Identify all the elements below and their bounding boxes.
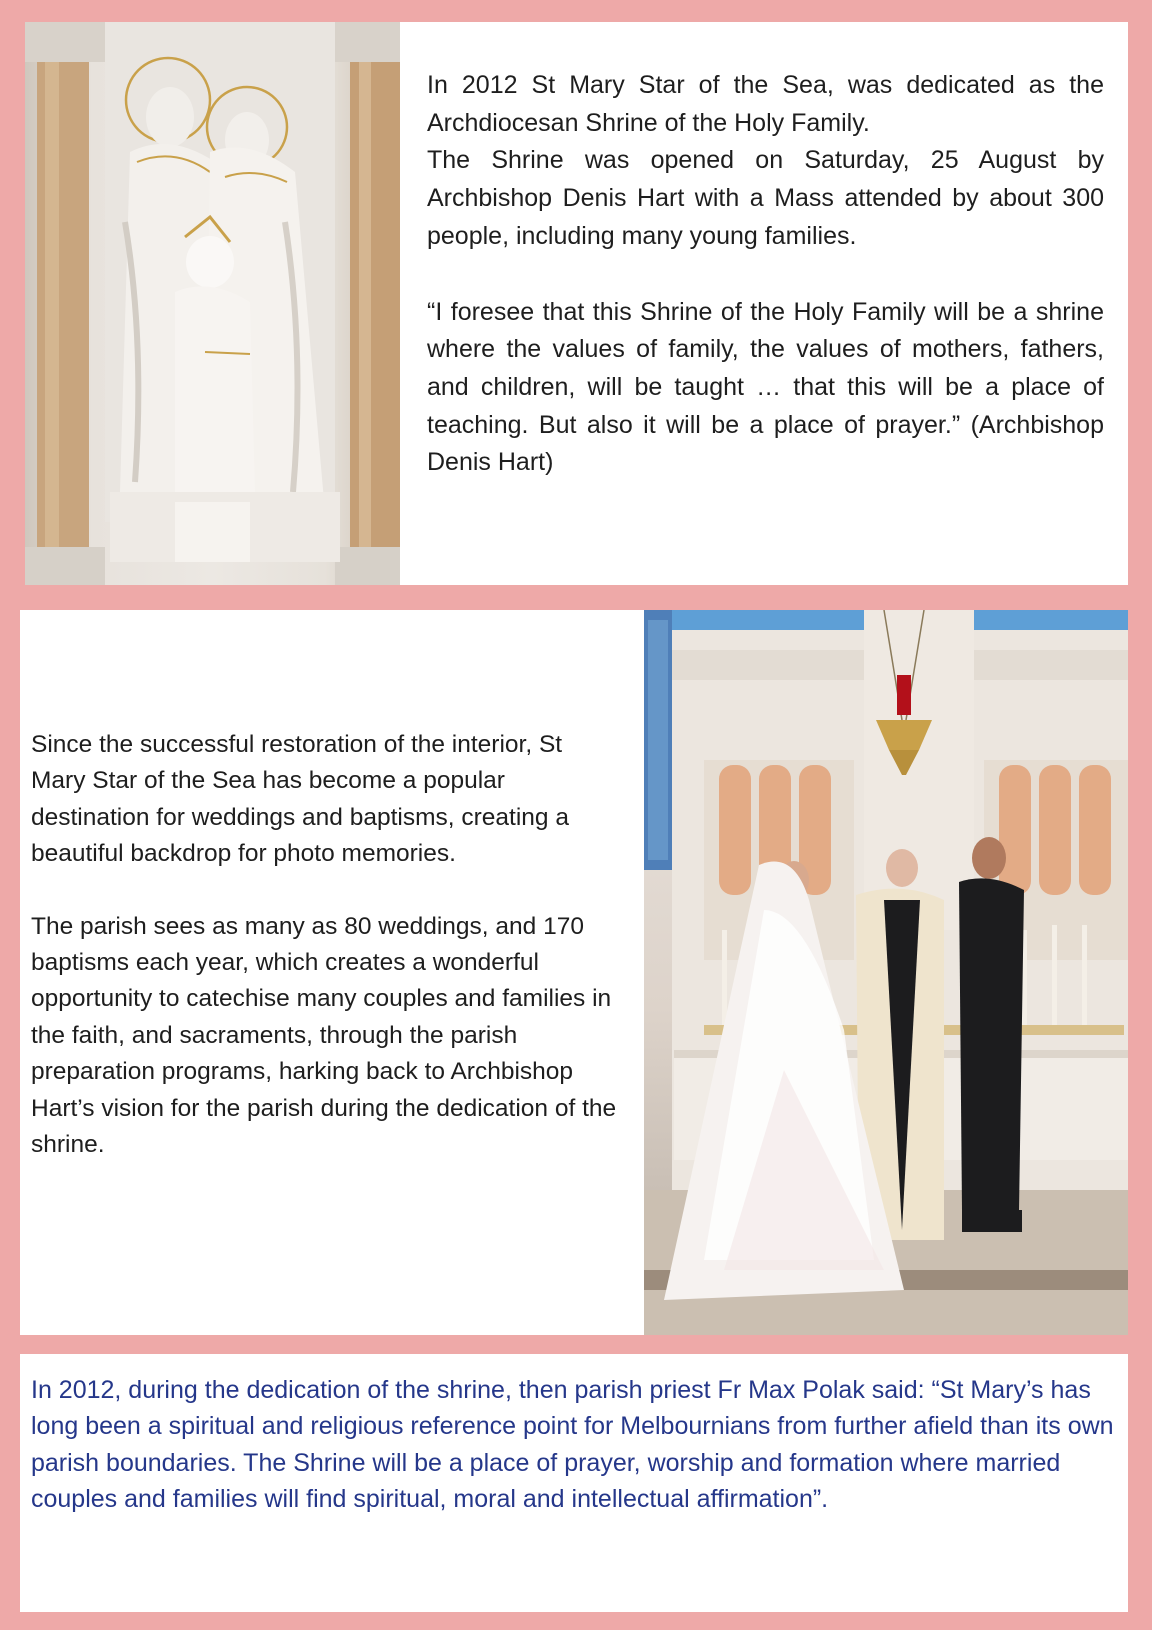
polak-quote-paragraph: In 2012, during the dedication of the shrine, then parish priest Fr Max Polak said: “St Mary’s has long been a spiritual and religious reference point for Melbournians from further afield than its own parish boundaries. The Shrine will be a place of prayer, worship and formation where married couples and families will find spiritual, moral and intellectual affirmation”. — [31, 1376, 1114, 1514]
opening-paragraph: The Shrine was opened on Saturday, 25 August by Archbishop Denis Hart with a Mass attended by about 300 people, including many young families. — [427, 146, 1104, 250]
fr-max-polak-quote-panel — [20, 1354, 1128, 1612]
holy-family-statue-illustration — [25, 22, 400, 585]
wedding-ceremony-photo — [644, 610, 1128, 1335]
shrine-dedication-panel — [25, 22, 1128, 585]
weddings-statistics-paragraph: The parish sees as many as 80 weddings, and 170 baptisms each year, which creates a wonderful opportunity to catechise many couples and families in the faith, and sacraments, through the parish preparation programs, harking back to Archbishop Hart’s vision for the parish during the dedication of the shrine. — [31, 912, 617, 1159]
restoration-paragraph: Since the successful restoration of the interior, St Mary Star of the Sea has become a popular destination for weddings and baptisms, creating a beautiful backdrop for photo memories. — [31, 731, 569, 868]
dedication-paragraph: In 2012 St Mary Star of the Sea, was dedicated as the Archdiocesan Shrine of the Holy Family. — [427, 71, 1104, 137]
weddings-baptisms-text — [31, 727, 621, 1163]
holy-family-statue-photo — [25, 22, 400, 585]
weddings-baptisms-panel — [20, 610, 1128, 1335]
wedding-ceremony-illustration — [644, 610, 1128, 1335]
archbishop-quote: “I foresee that this Shrine of the Holy Family will be a shrine where the values of family, the values of mothers, fathers, and children, will be taught … that this will be a place of teaching. But also it will be a place of prayer.” (Archbishop Denis Hart) — [427, 297, 1104, 477]
shrine-dedication-text — [427, 67, 1104, 482]
